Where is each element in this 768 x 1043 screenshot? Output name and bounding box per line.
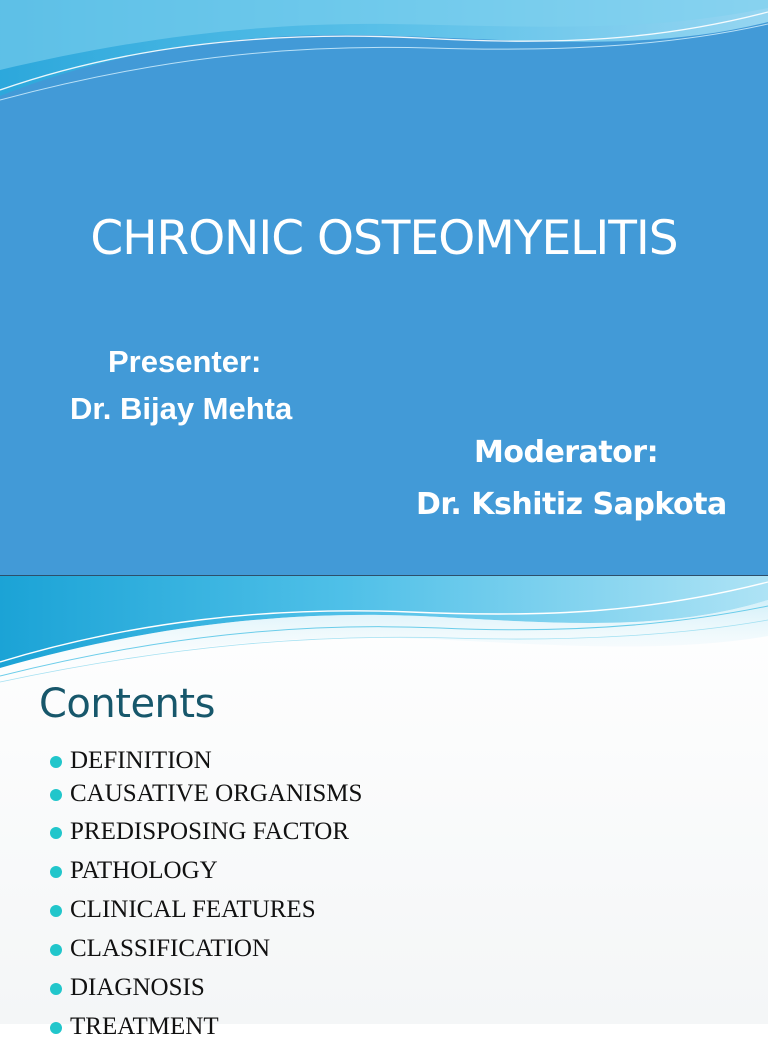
moderator-label: Moderator:	[474, 435, 659, 470]
bullet-dot-icon	[50, 866, 62, 878]
list-item-text: CLASSIFICATION	[70, 935, 271, 962]
slide-title: CHRONIC OSTEOMYELITIS	[90, 211, 678, 266]
presenter-name: Dr. Bijay Mehta	[70, 391, 293, 426]
bullet-dot-icon	[50, 789, 62, 801]
list-item-text: PATHOLOGY	[70, 857, 218, 884]
contents-slide	[0, 576, 768, 1040]
bullet-dot-icon	[50, 905, 62, 917]
bullet-dot-icon	[50, 983, 62, 995]
contents-list	[0, 576, 768, 1040]
list-item-text: DEFINITION	[70, 747, 212, 774]
list-item-text: CAUSATIVE ORGANISMS	[70, 780, 363, 807]
bullet-dot-icon	[50, 756, 62, 768]
list-item-text: TREATMENT	[70, 1013, 219, 1040]
list-item-text: DIAGNOSIS	[70, 974, 205, 1001]
bullet-dot-icon	[50, 1022, 62, 1034]
wave-decoration	[0, 0, 768, 110]
moderator-name: Dr. Kshitiz Sapkota	[416, 487, 727, 522]
presenter-label: Presenter:	[108, 344, 262, 379]
list-item-text: PREDISPOSING FACTOR	[70, 818, 350, 845]
contents-heading: Contents	[39, 681, 215, 727]
bullet-dot-icon	[50, 827, 62, 839]
bullet-dot-icon	[50, 944, 62, 956]
list-item-text: CLINICAL FEATURES	[70, 896, 316, 923]
